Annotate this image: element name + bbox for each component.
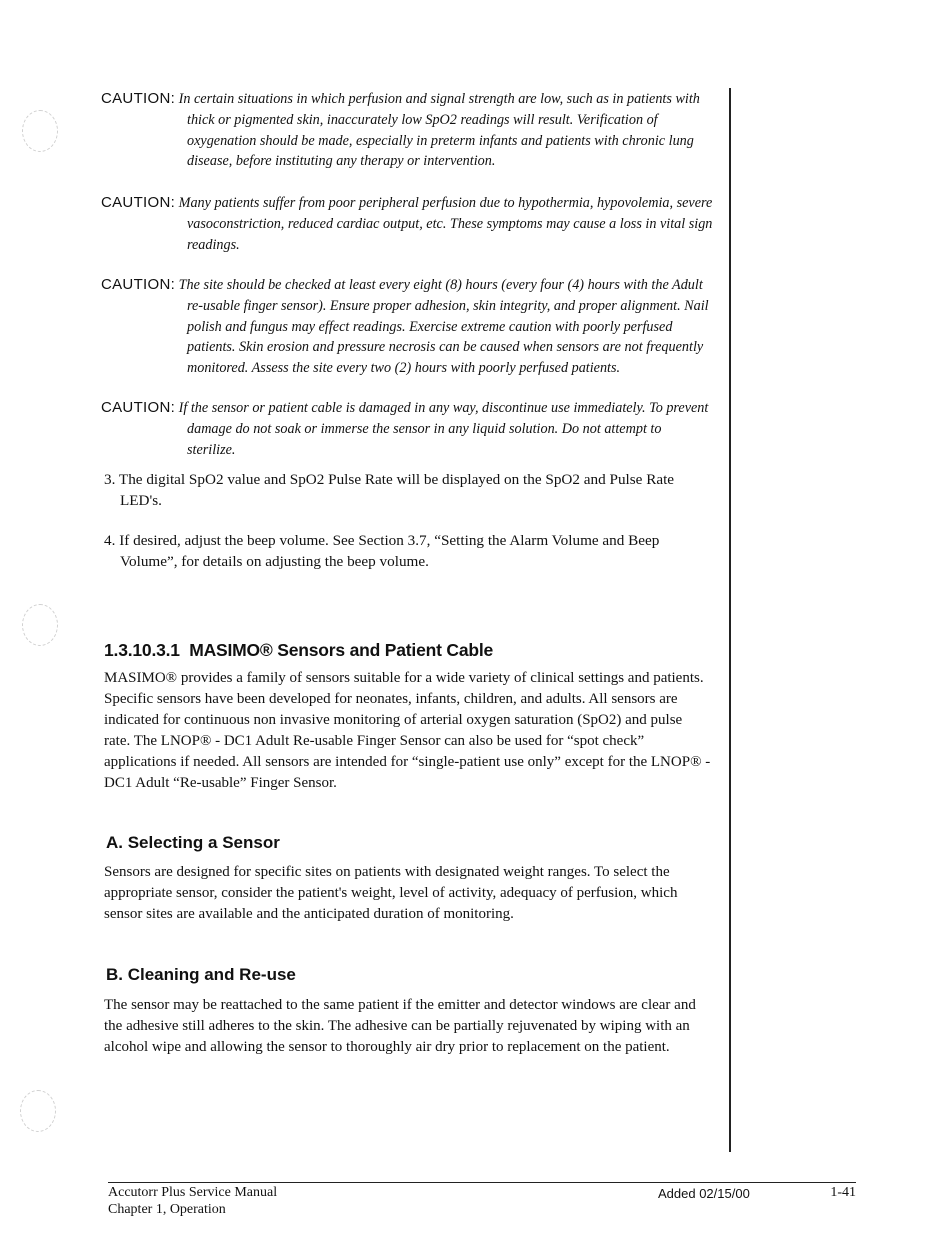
caution-block — [101, 89, 713, 172]
section-body: MASIMO® provides a family of sensors suitable for a wide variety of clinical settings and patients. Specific sensors have been developed for neonates, infants, children, and adults. All sensors are indicated for continuous non invasive monitoring of arterial oxygen saturation (SpO2) and pulse rate. The LNOP® - DC1 Adult Re-usable Finger Sensor can also be used for “spot check” applications if needed. All sensors are intended for “single-patient use only” except for the LNOP® - DC1 Adult “Re-usable” Finger Sensor. — [104, 670, 711, 791]
footer-manual-title: Accutorr Plus Service Manual — [108, 1185, 278, 1200]
caution-text: The site should be checked at least every eight (8) hours (every four (4) hours with the Adult re-usable finger sensor). Ensure proper adhesion, skin integrity, and proper alignment. Nail polish and fungus may effect readings. Exercise extreme caution with poorly perfused patients. Skin erosion and pressure necrosis can be caused when sensors are not frequently monitored. Assess the site every two (2) hours with poorly perfused patients. — [178, 277, 709, 377]
footer-added-date: Added 02/15/00 — [658, 1186, 750, 1201]
caution-text: If the sensor or patient cable is damaged in any way, discontinue use immediately. To prevent damage do not soak or immerse the sensor in any liquid solution. Do not attempt to sterilize. — [178, 400, 709, 458]
caution-text: Many patients suffer from poor peripheral perfusion due to hypothermia, hypovolemia, severe vasoconstriction, reduced cardiac output, etc. These symptoms may cause a loss in vital sign readings. — [178, 195, 713, 253]
subsection-body-cleaning: The sensor may be reattached to the same patient if the emitter and detector windows are clear and the adhesive still adheres to the skin. The adhesive can be partially rejuvenated by wiping with an alcohol wipe and allowing the sensor to thoroughly air dry prior to replacement on the patient. — [104, 997, 696, 1055]
step-number: 3. — [104, 471, 116, 488]
caution-block — [101, 275, 713, 379]
step-text: The digital SpO2 value and SpO2 Pulse Rate will be displayed on the SpO2 and Pulse Rate LED's. — [118, 471, 675, 509]
subsection-heading-selecting: A. Selecting a Sensor — [106, 833, 280, 852]
section-heading — [104, 640, 493, 661]
caution-block — [101, 193, 713, 255]
caution-block — [101, 398, 713, 460]
step-item — [104, 530, 714, 572]
subsection-body-selecting: Sensors are designed for specific sites on patients with designated weight ranges. To select the appropriate sensor, consider the patient's weight, level of activity, adequacy of perfusion, which sensor sites are available and the anticipated duration of monitoring. — [104, 864, 678, 922]
caution-text: In certain situations in which perfusion and signal strength are low, such as in patients with thick or pigmented skin, inaccurately low SpO2 readings will result. Verification of oxygenation should be made, especially in preterm infants and patients with chronic lung disease, before instituting any therapy or intervention. — [178, 91, 700, 170]
section-number: 1.3.10.3.1 — [104, 640, 180, 660]
section-title: MASIMO® Sensors and Patient Cable — [189, 640, 494, 660]
punch-hole-mark — [22, 110, 58, 152]
step-number: 4. — [104, 532, 116, 549]
footer-rule — [108, 1182, 856, 1183]
subsection-heading-cleaning: B. Cleaning and Re-use — [106, 965, 296, 984]
caution-label: CAUTION: — [101, 90, 176, 107]
change-bar — [729, 88, 731, 1152]
footer-page-number: 1-41 — [830, 1185, 856, 1200]
caution-label: CAUTION: — [101, 276, 176, 293]
punch-hole-mark — [22, 604, 58, 646]
step-text: If desired, adjust the beep volume. See Section 3.7, “Setting the Alarm Volume and Beep Volume”, for details on adjusting the beep volume. — [119, 532, 660, 570]
footer-chapter: Chapter 1, Operation — [108, 1202, 226, 1217]
caution-label: CAUTION: — [101, 399, 176, 416]
step-item — [104, 469, 714, 511]
caution-label: CAUTION: — [101, 194, 176, 211]
punch-hole-mark — [20, 1090, 56, 1132]
